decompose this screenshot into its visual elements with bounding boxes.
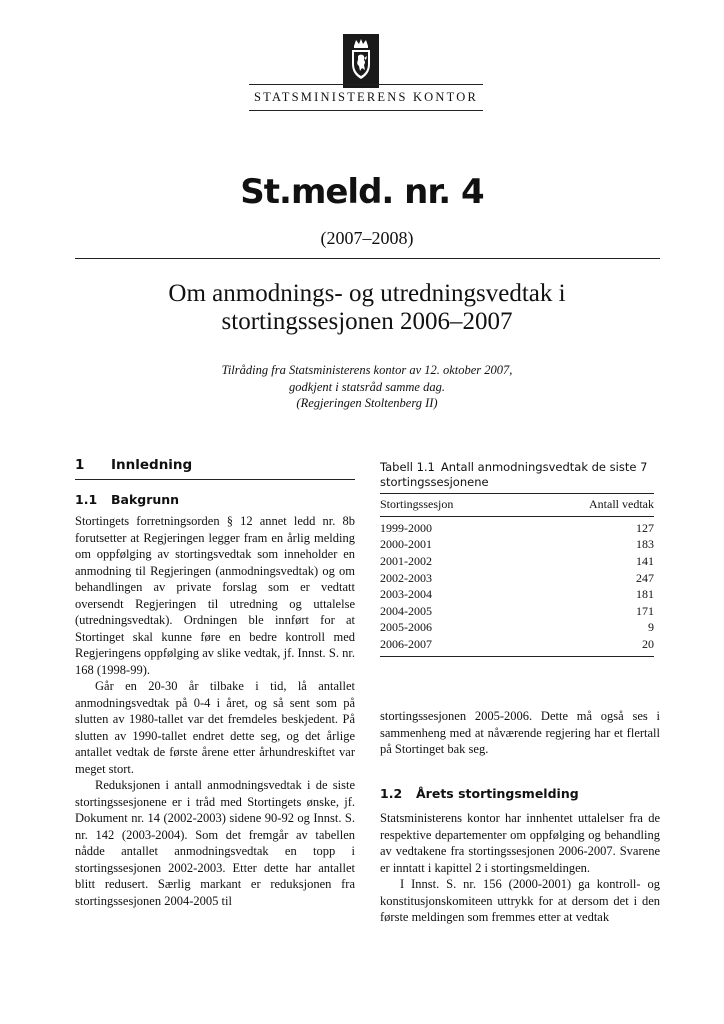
paragraph: Statsministerens kontor har innhentet uttalelser fra de respektive departementer om oppfølging og behandling av vedtakene fra stortingssesjonen 2006-2007. Svarene er inntatt i kapittel 2 i stortingsmeldingen. (380, 811, 660, 875)
table-caption (380, 460, 660, 490)
office-name: STATSMINISTERENS KONTOR (253, 90, 479, 104)
subtitle-line: Om anmodnings- og utredningsvedtak i (168, 280, 566, 307)
table-row (380, 603, 654, 620)
table-row (380, 636, 654, 656)
approval-line: godkjent i statsråd samme dag. (289, 379, 445, 394)
paragraph: I Innst. S. nr. 156 (2000-2001) ga kontroll- og konstitusjonskomiteen uttrykk for at dersom det i den første meldingen som fremmes etter at vedtak (380, 877, 660, 924)
table-cell-count: 9 (648, 620, 654, 635)
section-heading (75, 457, 355, 473)
table-cell-count: 247 (636, 570, 654, 585)
table-row (380, 586, 654, 603)
col-header-count: Antall vedtak (525, 494, 654, 517)
paragraph: stortingssesjonen 2005-2006. Dette må også ses i sammenheng med at nåværende regjering har et flertall på Stortinget bak seg. (380, 709, 660, 756)
table-cell-session: 2003-2004 (380, 587, 432, 602)
section-rule (75, 479, 355, 480)
table-cell-count: 183 (636, 537, 654, 552)
table-cell-count: 141 (636, 553, 654, 568)
table-cell-count: 127 (636, 520, 654, 535)
table-cell-session: 1999-2000 (380, 520, 432, 535)
table-cell-count: 20 (525, 636, 654, 656)
table-row (380, 620, 654, 637)
right-column (380, 810, 660, 926)
table-cell-session: 2002-2003 (380, 570, 432, 585)
right-column-continuation (380, 708, 660, 758)
title-divider (75, 258, 660, 259)
section-title: Innledning (111, 457, 193, 473)
approval-line: (Regjeringen Stoltenberg II) (296, 396, 438, 410)
table-cell-session: 2005-2006 (380, 620, 432, 635)
table-caption-text: Antall anmodningsvedtak de siste 7 stortingssesjonene (380, 460, 648, 489)
document-title: St.meld. nr. 4 (240, 172, 484, 212)
paragraph: Stortingets forretningsorden § 12 annet ledd nr. 8b forutsetter at Regjeringen legger fram en årlig melding om oppfølging av stortingsvedtak som inneholder en anmodning til Regjeringen (anmodningsvedtak) og om behandlingen av private forslag som er vedtatt oversendt Regjeringen til utredning og uttalelse (utredningsvedtak). Ordningen ble innført for at Stortinget skal kunne føre en bedre kontroll med Regjeringens oppfølging av slike vedtak, jf. Innst. S. nr. 168 (1998-99). (75, 514, 355, 677)
paragraph: Reduksjonen i antall anmodningsvedtak i de siste stortingssesjonene er i tråd med Stortingets ønske, jf. Dokument nr. 14 (2002-2003) sidene 90-92 og Innst. S. nr. 142 (2003-2004). Som det fremgår av tabellen nådde antallet anmodningsvedtak en topp i stortingssesjonen 2002-2003. Etter dette har antallet blitt redusert. Særlig markant er reduksjonen fra stortingssesjonen 2004-2005 til (75, 778, 355, 908)
table-row (380, 517, 654, 537)
subsection-title: Bakgrunn (111, 492, 180, 507)
table-cell-count: 171 (636, 603, 654, 618)
table-row (380, 553, 654, 570)
table-row (380, 537, 654, 554)
votes-table (380, 493, 654, 657)
left-column (75, 513, 355, 909)
table-cell-session: 2006-2007 (380, 636, 525, 656)
subsection-number: 1.2 (380, 786, 403, 801)
subsection-heading (380, 786, 660, 801)
subtitle-line: stortingssesjonen 2006–2007 (221, 308, 513, 335)
table-cell-session: 2004-2005 (380, 603, 432, 618)
table-cell-session: 2001-2002 (380, 553, 432, 568)
document-years: (2007–2008) (320, 228, 414, 248)
col-header-session: Stortingssesjon (380, 494, 525, 517)
approval-note (150, 362, 584, 412)
document-subtitle (100, 280, 634, 336)
subsection-number: 1.1 (75, 492, 98, 507)
coat-of-arms-lion-icon (343, 34, 379, 88)
subsection-title: Årets stortingsmelding (416, 786, 579, 801)
subsection-heading (75, 492, 355, 507)
paragraph: Går en 20-30 år tilbake i tid, lå antallet anmodningsvedtak på 0-4 i året, og så sent som på slutten av 1980-tallet var det fremdeles beskjedent. På slutten av 1990-tallet endret dette seg, og det årlige antallet vedtak de første årene etter århundreskiftet var meget stort. (75, 679, 355, 776)
table-label: Tabell 1.1 (380, 460, 435, 474)
office-name-rule-bottom (249, 110, 483, 111)
office-name-rule-top (249, 84, 483, 85)
coat-of-arms-logo (343, 34, 379, 88)
section-number: 1 (75, 457, 85, 473)
table-cell-count: 181 (636, 587, 654, 602)
table-cell-session: 2000-2001 (380, 537, 432, 552)
table-row (380, 570, 654, 587)
approval-line: Tilråding fra Statsministerens kontor av 12. oktober 2007, (221, 363, 513, 377)
table-header-row (380, 494, 654, 517)
